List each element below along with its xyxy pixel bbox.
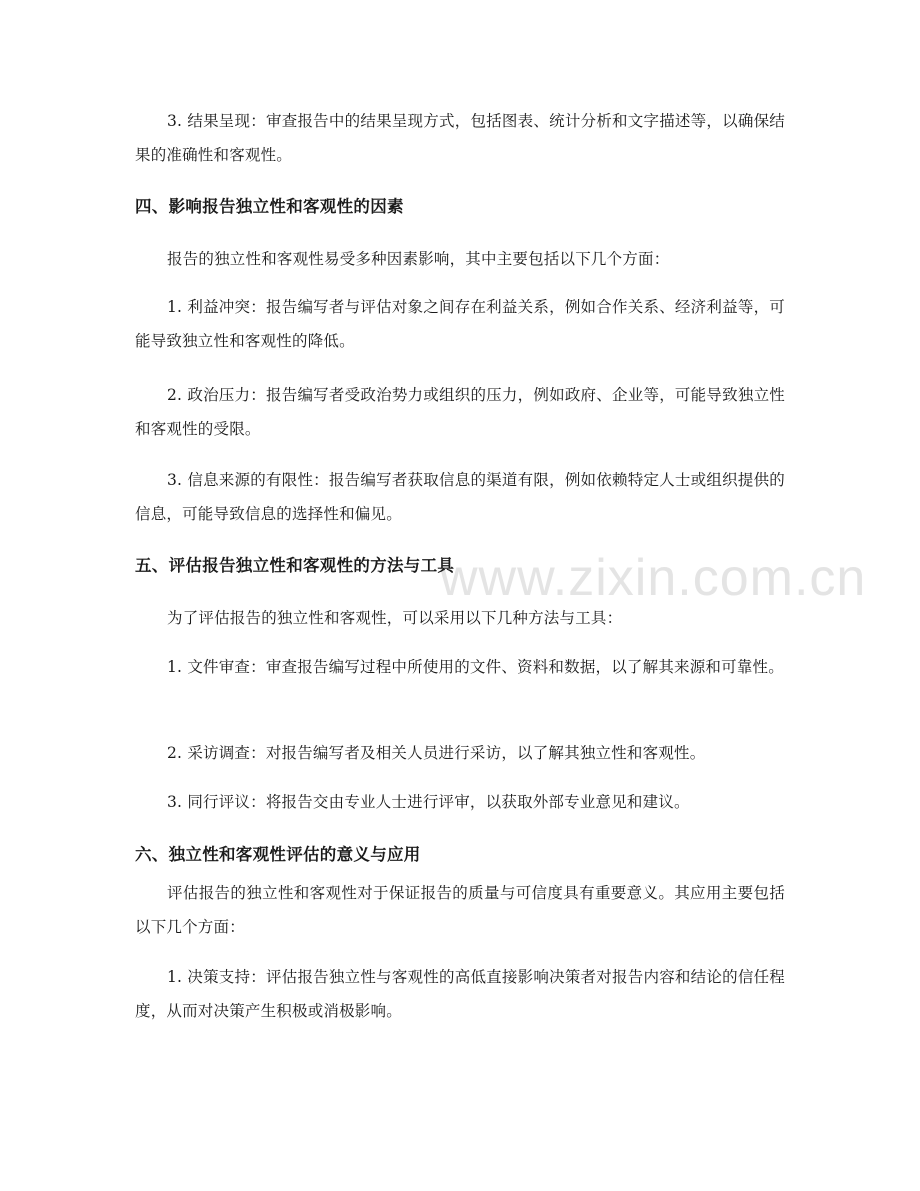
section-heading-5: 五、评估报告独立性和客观性的方法与工具 [135, 556, 455, 575]
section-heading-4: 四、影响报告独立性和客观性的因素 [135, 197, 404, 216]
paragraph-result-presentation: 3. 结果呈现：审查报告中的结果呈现方式，包括图表、统计分析和文字描述等，以确保结果的准确性和客观性。 [135, 112, 785, 164]
paragraph-limited-sources: 3. 信息来源的有限性：报告编写者获取信息的渠道有限，例如依赖特定人士或组织提供的信息，可能导致信息的选择性和偏见。 [135, 471, 785, 523]
paragraph-decision-support: 1. 决策支持：评估报告独立性与客观性的高低直接影响决策者对报告内容和结论的信任程度，从而对决策产生积极或消极影响。 [135, 968, 785, 1020]
paragraph-conflict-of-interest: 1. 利益冲突：报告编写者与评估对象之间存在利益关系，例如合作关系、经济利益等，可能导致独立性和客观性的降低。 [135, 298, 785, 350]
paragraph-document-review: 1. 文件审查：审查报告编写过程中所使用的文件、资料和数据，以了解其来源和可靠性。 [167, 658, 784, 676]
watermark: www.zixin.com.cn [440, 549, 867, 607]
paragraph-peer-review: 3. 同行评议：将报告交由专业人士进行评审，以获取外部专业意见和建议。 [167, 793, 690, 811]
paragraph-factors-intro: 报告的独立性和客观性易受多种因素影响，其中主要包括以下几个方面： [167, 250, 670, 268]
paragraph-interview-survey: 2. 采访调查：对报告编写者及相关人员进行采访，以了解其独立性和客观性。 [167, 744, 706, 762]
paragraph-methods-intro: 为了评估报告的独立性和客观性，可以采用以下几种方法与工具： [167, 609, 623, 627]
paragraph-political-pressure: 2. 政治压力：报告编写者受政治势力或组织的压力，例如政府、企业等，可能导致独立性和客观性的受限。 [135, 386, 785, 438]
paragraph-significance-intro: 评估报告的独立性和客观性对于保证报告的质量与可信度具有重要意义。其应用主要包括以下几个方面： [135, 884, 785, 936]
section-heading-6: 六、独立性和客观性评估的意义与应用 [135, 845, 421, 864]
